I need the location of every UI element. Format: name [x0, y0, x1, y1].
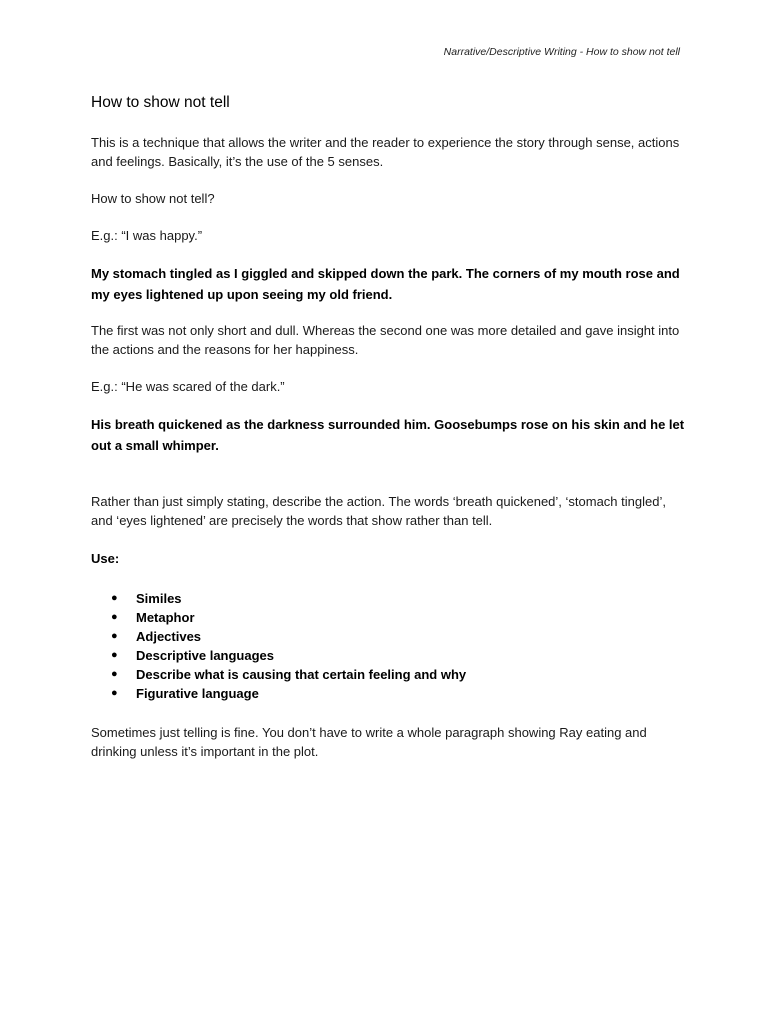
list-item-label: Adjectives [136, 629, 202, 644]
bullet-icon: ● [111, 611, 118, 623]
example-showing-scared: His breath quickened as the darkness surrounded him. Goosebumps rose on his skin and he let out a small whimper. [91, 417, 685, 453]
document-body [91, 93, 691, 761]
list-item [91, 608, 691, 627]
use-list [91, 589, 691, 703]
list-item [91, 589, 691, 608]
bullet-icon: ● [111, 668, 118, 680]
explanation-paragraph: Rather than just simply stating, describe the action. The words ‘breath quickened’, ‘stomach tingled’, and ‘eyes lightened’ are precisely the words that show rather than tell. [91, 494, 666, 528]
document-title: How to show not tell [91, 94, 230, 111]
list-item-label: Similes [136, 591, 182, 606]
list-item-label: Descriptive languages [136, 648, 274, 663]
example-telling-scared: E.g.: “He was scared of the dark.” [91, 379, 285, 394]
running-header: Narrative/Descriptive Writing - How to show not tell [443, 46, 680, 58]
comparison-paragraph: The first was not only short and dull. Whereas the second one was more detailed and gave insight into the actions and the reasons for her happiness. [91, 323, 680, 357]
list-item [91, 684, 691, 703]
list-item [91, 665, 691, 684]
bullet-icon: ● [111, 649, 118, 661]
list-item-label: Metaphor [136, 610, 195, 625]
closing-paragraph: Sometimes just telling is fine. You don’t have to write a whole paragraph showing Ray eating and drinking unless it’s important in the plot. [91, 725, 647, 759]
list-item-label: Figurative language [136, 686, 259, 701]
example-telling-happy: E.g.: “I was happy.” [91, 228, 203, 243]
bullet-icon: ● [111, 687, 118, 699]
intro-paragraph: This is a technique that allows the writer and the reader to experience the story through sense, actions and feelings. Basically, it’s the use of the 5 senses. [91, 135, 680, 169]
list-item [91, 627, 691, 646]
bullet-icon: ● [111, 592, 118, 604]
list-item [91, 646, 691, 665]
bullet-icon: ● [111, 630, 118, 642]
example-showing-happy: My stomach tingled as I giggled and skipped down the park. The corners of my mouth rose and my eyes lightened up upon seeing my old friend. [91, 266, 680, 302]
use-heading: Use: [91, 551, 120, 566]
list-item-label: Describe what is causing that certain feeling and why [136, 667, 467, 682]
question-paragraph: How to show not tell? [91, 191, 215, 206]
